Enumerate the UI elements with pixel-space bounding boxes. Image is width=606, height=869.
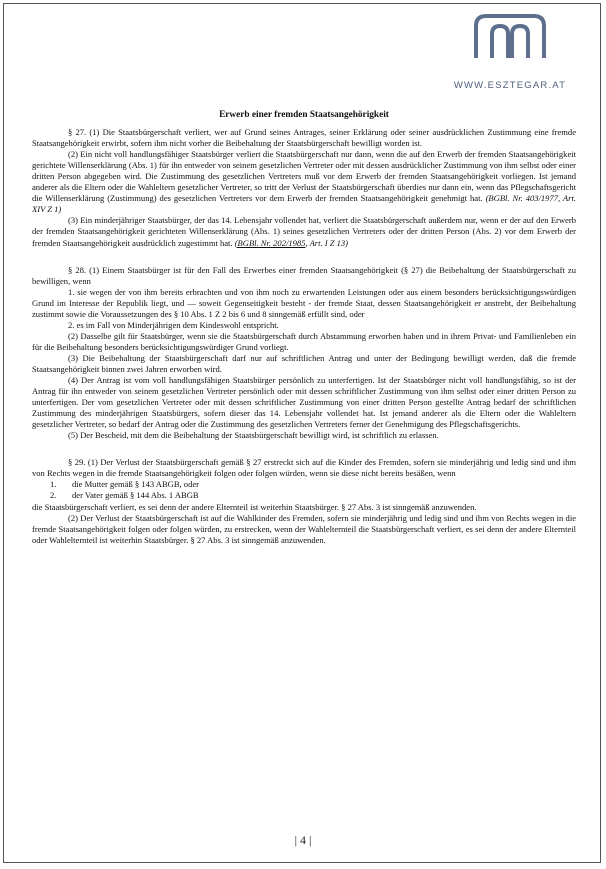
s29-para-2: (2) Der Verlust der Staatsbürgerschaft ist auf die Wahlkinder des Fremden, sofern sie minderjährig und ledig sind und ihm von Rechts wegen in die fremde Staatsangehörigkeit folgen oder folgen würden, zu erstrecken, wenn der Wahlelternteil die Staatsbürgerschaft verliert, es sei denn der andere Elternteil oder Wahlelternteil ist weiterhin Staatsbürger. § 27 Abs. 3 ist sinngemäß anzuwenden. xyxy=(32,512,576,545)
s28-item-1: 1. sie wegen der von ihm bereits erbrachten und von ihm noch zu erwartenden Leistungen oder aus einem besonders berücksichtigungswürdigen Grund im Interesse der Republik liegt, und — soweit Gegenseitigkeit besteht - der fremde Staat, dessen Staatsangehörigkeit er anstrebt, der Beibehaltung zustimmt sowie die Voraussetzungen des § 10 Abs. 1 Z 2 bis 6 und 8 sinngemäß erfüllt sind, oder xyxy=(32,286,576,319)
logo-text: WWW.ESZTEGAR.AT xyxy=(453,80,567,91)
s27-para-3-text: (3) Ein minderjähriger Staatsbürger, der das 14. Lebensjahr vollendet hat, verliert die Staatsbürgerschaft außerdem nur, wenn er der auf den Erwerb der fremden Staatsangehörigkeit gerichteten Willenserklärung (Abs. 1) seines gesetzlichen Vertreters oder der dritten Person (Abs. 2) vor dem Erwerb der fremden Staatsangehörigkeit ausdrücklich zugestimmt hat. xyxy=(32,215,576,248)
s29-para-1: § 29. (1) Der Verlust der Staatsbürgerschaft gemäß § 27 erstreckt sich auf die Kinder des Fremden, sofern sie minderjährig und ledig sind und ihm von Rechts wegen in die fremde Staatsangehörigkeit folgen oder folgen würden, wenn sie diese nicht bereits besäßen, wenn xyxy=(32,457,576,479)
logo xyxy=(440,12,580,100)
s27-para-3-citation-rest: , Art. I Z 13) xyxy=(305,237,349,248)
arch-logo-icon xyxy=(472,12,548,60)
page-number: | 4 | xyxy=(294,833,312,847)
s27-para-2-citation: (BGBl. Nr. 403/1977, Art. XIV Z 1) xyxy=(32,193,576,215)
s28-item-2: 2. es im Fall von Minderjährigen dem Kindeswohl entspricht. xyxy=(68,319,279,330)
s29-para-1-continued: die Staatsbürgerschaft verliert, es sei denn der andere Elternteil ist weiterhin Staatsbürger. § 27 Abs. 3 ist sinngemäß anzuwenden. xyxy=(32,501,477,512)
s29-list-number: 1. xyxy=(50,479,57,490)
s29-list-number: 2. xyxy=(50,490,57,501)
s28-para-3: (3) Die Beibehaltung der Staatsbürgerschaft darf nur auf schriftlichen Antrag und unter der Bedingung bewilligt werden, daß die fremde Staatsangehörigkeit binnen zwei Jahren erworben wird. xyxy=(32,352,576,374)
s29-list-item-2 xyxy=(32,490,576,501)
s29-list-item-1 xyxy=(32,479,576,490)
section-title: Erwerb einer fremden Staatsangehörigkeit xyxy=(219,110,389,120)
s29-list-text: die Mutter gemäß § 143 ABGB, oder xyxy=(72,479,199,490)
s28-para-1: § 28. (1) Einem Staatsbürger ist für den Fall des Erwerbes einer fremden Staatsangehörigkeit (§ 27) die Beibehaltung der Staatsbürgerschaft zu bewilligen, wenn xyxy=(32,264,576,286)
s27-para-3-citation-link[interactable]: (BGBl. Nr. 202/1985 xyxy=(234,237,306,248)
s27-para-1: § 27. (1) Die Staatsbürgerschaft verliert, wer auf Grund seines Antrages, seiner Erklärung oder seiner ausdrücklichen Zustimmung eine fremde Staatsangehörigkeit erwirbt, sofern ihm nicht vorher die Beibehaltung der Staatsbürgerschaft bewilligt worden ist. xyxy=(32,127,576,149)
s28-para-2: (2) Dasselbe gilt für Staatsbürger, wenn sie die Staatsbürgerschaft durch Abstammung erworben haben und in ihrem Privat- und Familienleben ein für die Beibehaltung besonders berücksichtigungswürdiger Grund vorliegt. xyxy=(32,330,576,352)
s28-para-4: (4) Der Antrag ist vom voll handlungsfähigen Staatsbürger persönlich zu unterfertigen. Ist der Staatsbürger nicht voll handlungsfähig, so ist der Antrag für ihn entweder von seinem gesetzlichen Vertreter persönlich oder mit dessen schriftlicher Zustimmung von ihm selbst oder einer dritten Person zu unterfertigen. Der vom gesetzlichen Vertreter oder mit dessen schriftlicher Zustimmung von einer dritten Person gestellte Antrag bedarf der schriftlichen Zustimmung des minderjährigen Staatsbürgers, sofern dieser das 14. Lebensjahr vollendet hat. Ist jemand anderer als die Eltern oder die Wahleltern gesetzlicher Vertreter, so bedarf der Antrag oder die Zustimmung des gesetzlichen Vertreters ferner der Genehmigung des Pflegschaftsgerichts. xyxy=(32,375,576,430)
s27-para-3 xyxy=(32,215,576,248)
s29-list-text: der Vater gemäß § 144 Abs. 1 ABGB xyxy=(72,490,199,501)
s27-para-2-text: (2) Ein nicht voll handlungsfähiger Staatsbürger verliert die Staatsbürgerschaft nur dann, wenn die auf den Erwerb der fremden Staatsangehörigkeit gerichtete Willenserklärung (Abs. 1) für ihn entweder von seinem gesetzlichen Vertreter oder mit dessen ausdrücklicher Zustimmung von ihm selbst oder einer dritten Person abgegeben wird. Die Zustimmung des gesetzlichen Vertreters muß vor dem Erwerb der fremden Staatsangehörigkeit vorliegen. Ist jemand anderer als die Eltern oder die Wahleltern gesetzlicher Vertreter, so tritt der Verlust der Staatsbürgerschaft überdies nur dann ein, wenn das Pflegschaftsgericht die Willenserklärung (Zustimmung) des gesetzlichen Vertreters vor dem Erwerb der fremden Staatsangehörigkeit genehmigt hat. xyxy=(32,149,576,204)
s28-para-5: (5) Der Bescheid, mit dem die Beibehaltung der Staatsbürgerschaft bewilligt wird, ist schriftlich zu erlassen. xyxy=(68,430,439,441)
document-body xyxy=(32,110,576,546)
s27-para-2 xyxy=(32,149,576,215)
